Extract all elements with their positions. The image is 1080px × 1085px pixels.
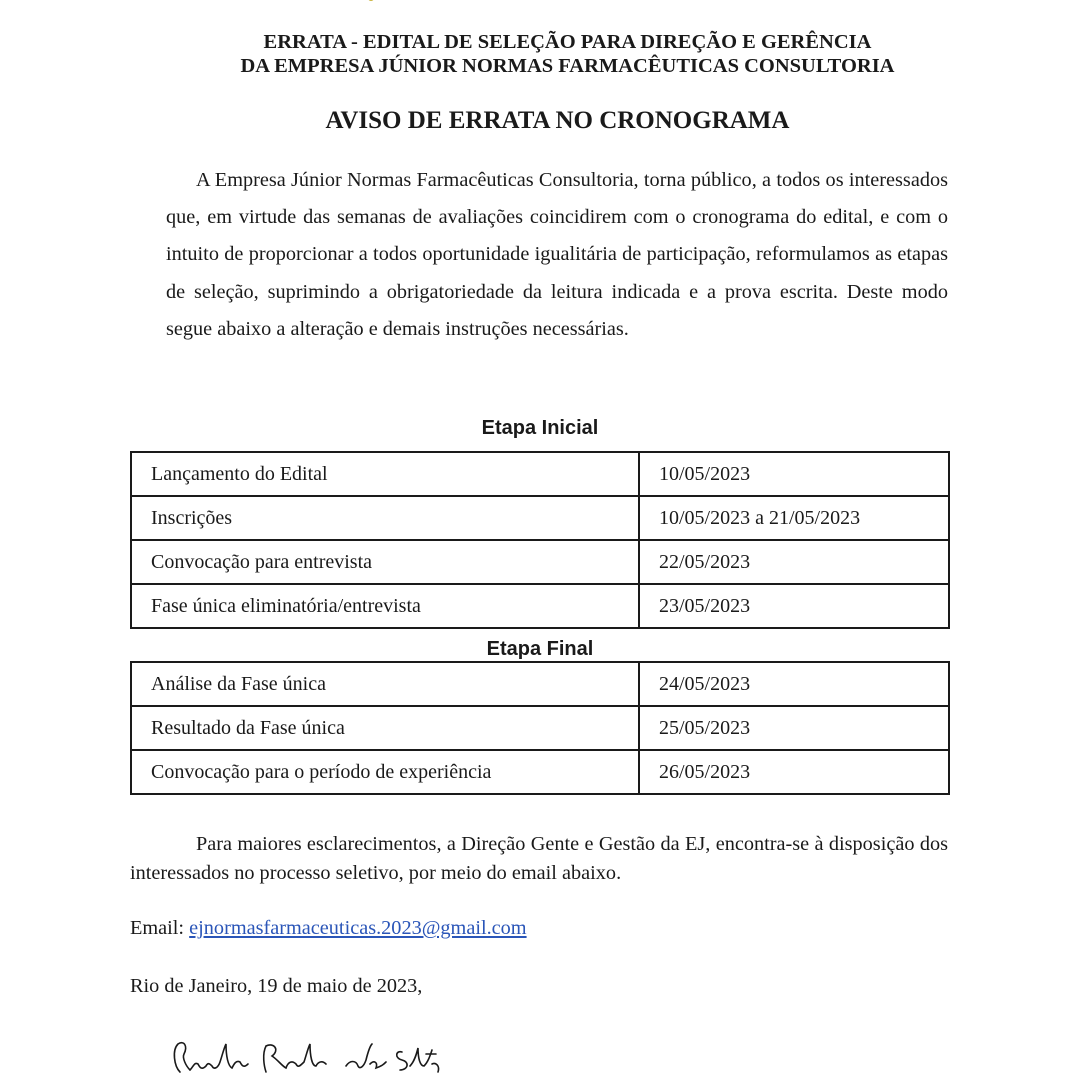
stage-initial-table xyxy=(130,451,950,629)
table-row xyxy=(131,452,949,496)
title-line-1: ERRATA - EDITAL DE SELEÇÃO PARA DIREÇÃO E GERÊNCIA xyxy=(263,31,872,53)
top-edge-mark xyxy=(368,0,374,1)
document-title xyxy=(160,30,975,78)
schedule-item: Convocação para o período de experiência xyxy=(131,750,639,794)
schedule-item: Análise da Fase única xyxy=(131,662,639,706)
notice-heading: AVISO DE ERRATA NO CRONOGRAMA xyxy=(325,107,790,134)
table-row xyxy=(131,662,949,706)
schedule-item: Convocação para entrevista xyxy=(131,540,639,584)
table-row xyxy=(131,706,949,750)
table-row xyxy=(131,496,949,540)
place-date: Rio de Janeiro, 19 de maio de 2023, xyxy=(130,975,423,997)
schedule-date: 10/05/2023 xyxy=(639,452,949,496)
schedule-date: 23/05/2023 xyxy=(639,584,949,628)
schedule-item: Lançamento do Edital xyxy=(131,452,639,496)
signature-icon xyxy=(170,1036,450,1080)
title-line-2: DA EMPRESA JÚNIOR NORMAS FARMACÊUTICAS CONSULTORIA xyxy=(240,55,895,77)
closing-paragraph: Para maiores esclarecimentos, a Direção Gente e Gestão da EJ, encontra-se à disposição dos interessados no processo seletivo, por meio do email abaixo. xyxy=(130,833,948,884)
email-label: Email: xyxy=(130,917,185,939)
schedule-date: 10/05/2023 a 21/05/2023 xyxy=(639,496,949,540)
table-row xyxy=(131,584,949,628)
stage-initial-heading: Etapa Inicial xyxy=(481,417,599,439)
schedule-date: 25/05/2023 xyxy=(639,706,949,750)
stage-final-heading: Etapa Final xyxy=(486,638,594,660)
schedule-date: 22/05/2023 xyxy=(639,540,949,584)
email-line xyxy=(130,917,527,940)
schedule-date: 24/05/2023 xyxy=(639,662,949,706)
table-row xyxy=(131,750,949,794)
schedule-item: Inscrições xyxy=(131,496,639,540)
stage-final-table xyxy=(130,661,950,795)
intro-paragraph: A Empresa Júnior Normas Farmacêuticas Consultoria, torna público, a todos os interessados que, em virtude das semanas de avaliações coincidirem com o cronograma do edital, e com o intuito de proporcionar a todos oportunidade igualitária de participação, reformulamos as etapas de seleção, suprimindo a obrigatoriedade da leitura indicada e a prova escrita. Deste modo segue abaixo a alteração e demais instruções necessárias. xyxy=(166,169,948,340)
schedule-item: Fase única eliminatória/entrevista xyxy=(131,584,639,628)
table-row xyxy=(131,540,949,584)
email-link[interactable]: ejnormasfarmaceuticas.2023@gmail.com xyxy=(189,917,527,939)
schedule-item: Resultado da Fase única xyxy=(131,706,639,750)
handwritten-signature xyxy=(170,1036,450,1085)
schedule-date: 26/05/2023 xyxy=(639,750,949,794)
